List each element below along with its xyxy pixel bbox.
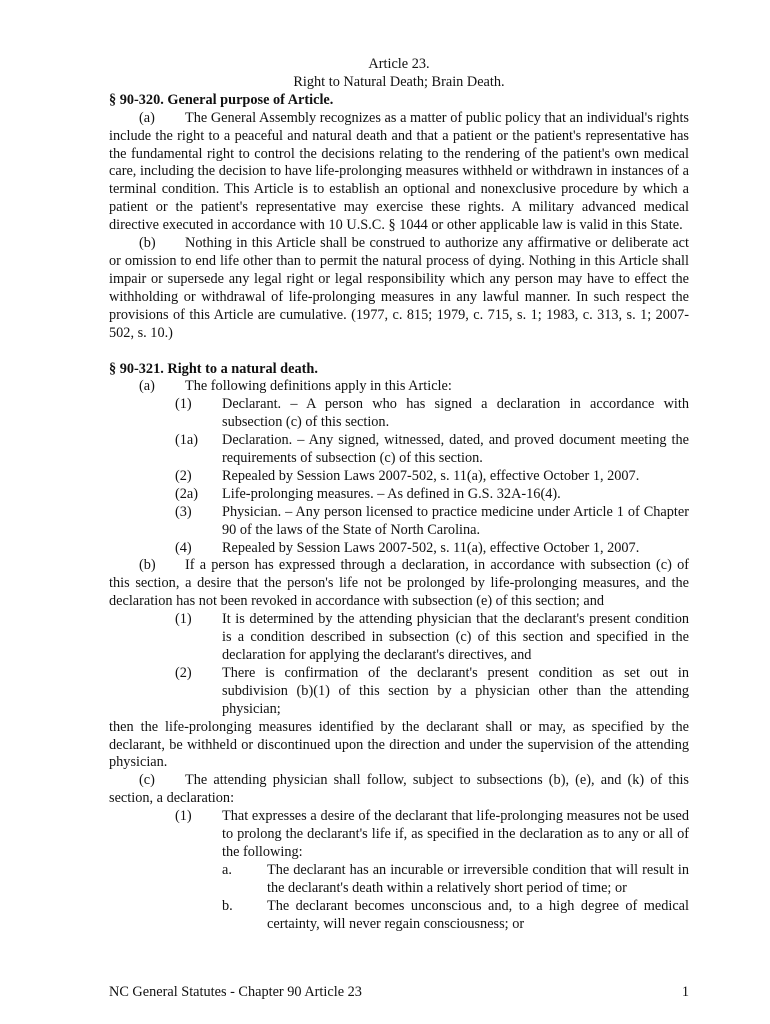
item-text: The declarant becomes unconscious and, to a high degree of medical certainty, will never regain consciousness; or	[267, 897, 689, 932]
item-text: There is confirmation of the declarant's present condition as set out in subdivision (b)(1) of this section by a physician other than the attending physician;	[222, 664, 689, 717]
article-title: Article 23.	[368, 56, 430, 72]
item-text: Physician. – Any person licensed to practice medicine under Article 1 of Chapter 90 of the laws of the State of North Carolina.	[222, 503, 689, 538]
declaration-subitem	[109, 862, 689, 898]
item-number: (2)	[175, 664, 192, 681]
definition-item	[109, 432, 689, 468]
para-label: (a)	[139, 378, 155, 395]
item-text: Life-prolonging measures. – As defined in G.S. 32A-16(4).	[222, 485, 561, 502]
page-number: 1	[681, 984, 689, 1000]
section-321-heading: § 90-321. Right to a natural death.	[109, 360, 318, 377]
section-320-heading: § 90-320. General purpose of Article.	[109, 91, 334, 108]
section-321-c	[109, 772, 689, 808]
definition-item	[109, 396, 689, 432]
condition-item	[109, 665, 689, 719]
definition-item	[109, 540, 689, 558]
item-number: (1)	[175, 808, 192, 825]
para-text: Nothing in this Article shall be construed to authorize any affirmative or deliberate act or omission to end life other than to permit the natural process of dying. Nothing in this Article shall impair or supersede any legal right or legal responsibility which any person may have to effect the withholding or withdrawal of life-prolonging measures in any lawful manner. In such respect the provisions of this Article are cumulative. (1977, c. 815; 1979, c. 715, s. 1; 1983, c. 313, s. 1; 2007-502, s. 10.)	[109, 235, 689, 341]
para-text: The following definitions apply in this Article:	[185, 378, 452, 395]
para-label: (a)	[139, 109, 155, 126]
item-number: (1)	[175, 611, 192, 628]
article-subtitle: Right to Natural Death; Brain Death.	[293, 73, 505, 90]
section-320-b	[109, 235, 689, 342]
definition-item	[109, 468, 689, 486]
item-text: That expresses a desire of the declarant that life-prolonging measures not be used to prolong the declarant's life if, as specified in the declaration as to any or all of the following:	[222, 808, 689, 860]
para-label: (c)	[139, 772, 155, 789]
statute-page	[109, 56, 689, 934]
item-number: (4)	[175, 539, 192, 556]
para-text: The General Assembly recognizes as a matter of public policy that an individual's rights include the right to a peaceful and natural death and that a patient or the patient's representative has the fundamental right to control the decisions relating to the rendering of the patient's own medical care, including the decision to have life-prolonging measures withheld or withdrawn in instances of a terminal condition. This Article is to establish an optional and nonexclusive procedure by which a patient or the patient's representative may exercise these rights. A military advanced medical directive executed in accordance with 10 U.S.C. § 1044 or other applicable law is valid in this State.	[109, 109, 689, 234]
item-number: (1a)	[175, 432, 199, 449]
section-320-a	[109, 110, 689, 235]
declaration-item	[109, 808, 689, 862]
para-text: The attending physician shall follow, subject to subsections (b), (e), and (k) of this section, a declaration:	[109, 772, 689, 807]
section-321-b	[109, 557, 689, 611]
definition-item	[109, 504, 689, 540]
section-321-b-conclusion: then the life-prolonging measures identified by the declarant shall or may, as specified by the declarant, be withheld or discontinued upon the direction and under the supervision of the attending physician.	[109, 718, 689, 771]
condition-item	[109, 611, 689, 665]
item-letter: a.	[222, 861, 232, 878]
item-text: Repealed by Session Laws 2007-502, s. 11(a), effective October 1, 2007.	[222, 467, 640, 484]
spacer	[109, 343, 689, 361]
para-text: If a person has expressed through a declaration, in accordance with subsection (c) of this section, a desire that the person's life not be prolonged by life-prolonging measures, and the declaration has not been revoked in accordance with subsection (e) of this section; and	[109, 557, 689, 610]
item-number: (2)	[175, 467, 192, 484]
section-321-a	[109, 378, 689, 396]
page-footer	[109, 984, 689, 1001]
item-text: The declarant has an incurable or irreversible condition that will result in the declarant's death within a relatively short period of time; or	[267, 861, 689, 896]
item-text: Declaration. – Any signed, witnessed, dated, and proved document meeting the requirements of subsection (c) of this section.	[222, 432, 689, 467]
item-number: (3)	[175, 503, 192, 520]
item-text: Declarant. – A person who has signed a declaration in accordance with subsection (c) of this section.	[222, 396, 689, 431]
item-text: Repealed by Session Laws 2007-502, s. 11(a), effective October 1, 2007.	[222, 539, 640, 556]
para-label: (b)	[139, 235, 156, 252]
item-letter: b.	[222, 897, 233, 914]
footer-title: NC General Statutes - Chapter 90 Article 23	[109, 984, 362, 1000]
item-text: It is determined by the attending physician that the declarant's present condition is a condition described in subsection (c) of this section and specified in the declaration for applying the declarant's directives, and	[222, 611, 689, 663]
para-label: (b)	[139, 557, 156, 574]
item-number: (1)	[175, 396, 192, 413]
declaration-subitem	[109, 898, 689, 934]
item-number: (2a)	[175, 485, 199, 502]
definition-item	[109, 486, 689, 504]
